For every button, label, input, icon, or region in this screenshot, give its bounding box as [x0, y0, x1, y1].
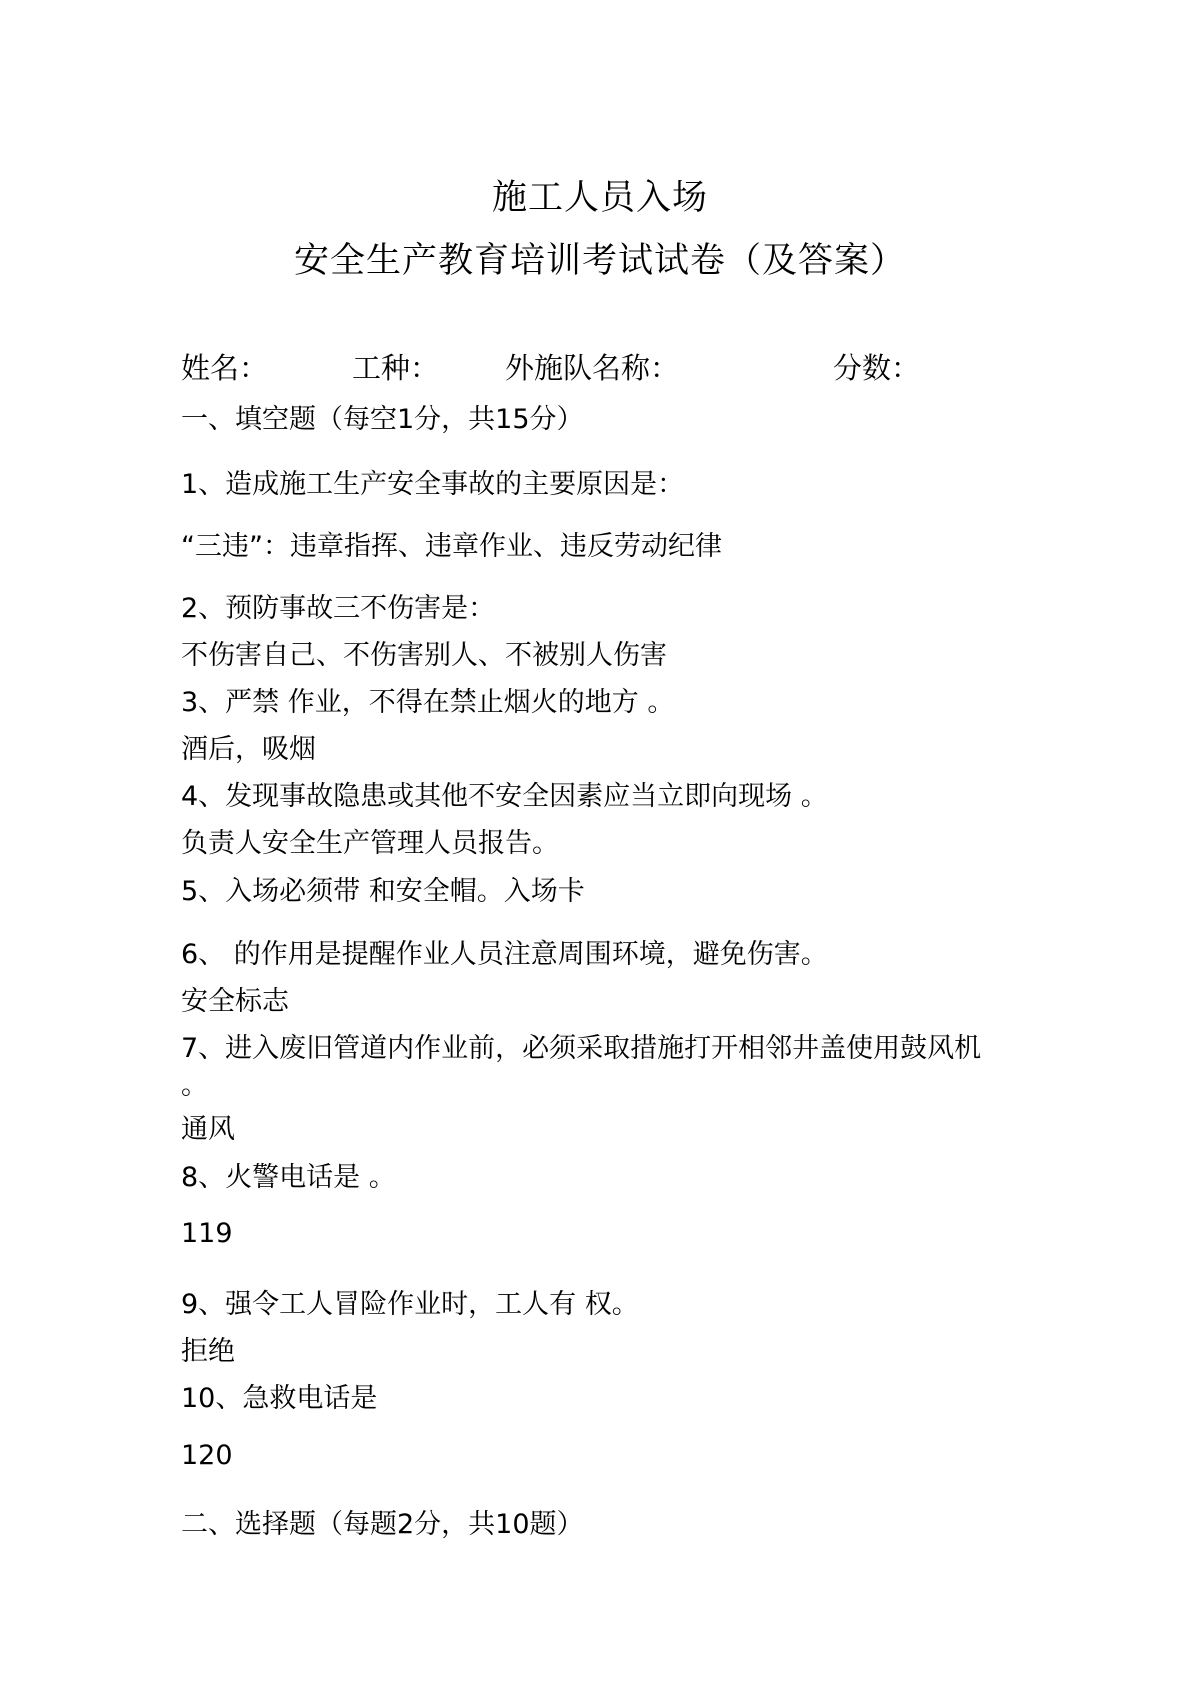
answer-4: 负责人安全生产管理人员报告。 — [181, 828, 559, 859]
answer-1: “三违”：违章指挥、违章作业、违反劳动纪律 — [181, 531, 722, 562]
question-3: 3、严禁 作业，不得在禁止烟火的地方 。 — [181, 687, 675, 718]
document-title: 施工人员入场 — [491, 178, 708, 218]
question-8: 8、火警电话是 。 — [181, 1162, 396, 1193]
question-2: 2、预防事故三不伤害是： — [181, 593, 496, 624]
question-6: 6、 的作用是提醒作业人员注意周围环境，避免伤害。 — [181, 939, 828, 970]
question-1: 1、造成施工生产安全事故的主要原因是： — [181, 469, 685, 500]
question-7-end: 。 — [181, 1070, 208, 1101]
section-heading-fill-blank: 一、填空题（每空1分，共15分） — [181, 404, 584, 435]
trade-label: 工种： — [352, 351, 440, 385]
question-7: 7、进入废旧管道内作业前，必须采取措施打开相邻井盖使用鼓风机 — [181, 1033, 982, 1064]
answer-6: 安全标志 — [181, 986, 289, 1017]
answer-2: 不伤害自己、不伤害别人、不被别人伤害 — [181, 640, 667, 671]
answer-3: 酒后，吸烟 — [181, 734, 316, 765]
section-heading-multiple-choice: 二、选择题（每题2分，共10题） — [181, 1509, 584, 1540]
answer-7: 通风 — [181, 1114, 235, 1145]
question-5: 5、入场必须带 和安全帽。入场卡 — [181, 876, 585, 907]
answer-10: 120 — [181, 1440, 233, 1471]
document-subtitle: 安全生产教育培训考试试卷（及答案） — [293, 241, 906, 281]
answer-9: 拒绝 — [181, 1336, 235, 1367]
score-label: 分数： — [833, 351, 921, 385]
team-name-label: 外施队名称： — [505, 351, 680, 385]
question-10: 10、急救电话是 — [181, 1383, 378, 1414]
question-4: 4、发现事故隐患或其他不安全因素应当立即向现场 。 — [181, 781, 828, 812]
answer-8: 119 — [181, 1218, 233, 1249]
question-9: 9、强令工人冒险作业时，工人有 权。 — [181, 1289, 639, 1320]
name-label: 姓名： — [181, 351, 269, 385]
